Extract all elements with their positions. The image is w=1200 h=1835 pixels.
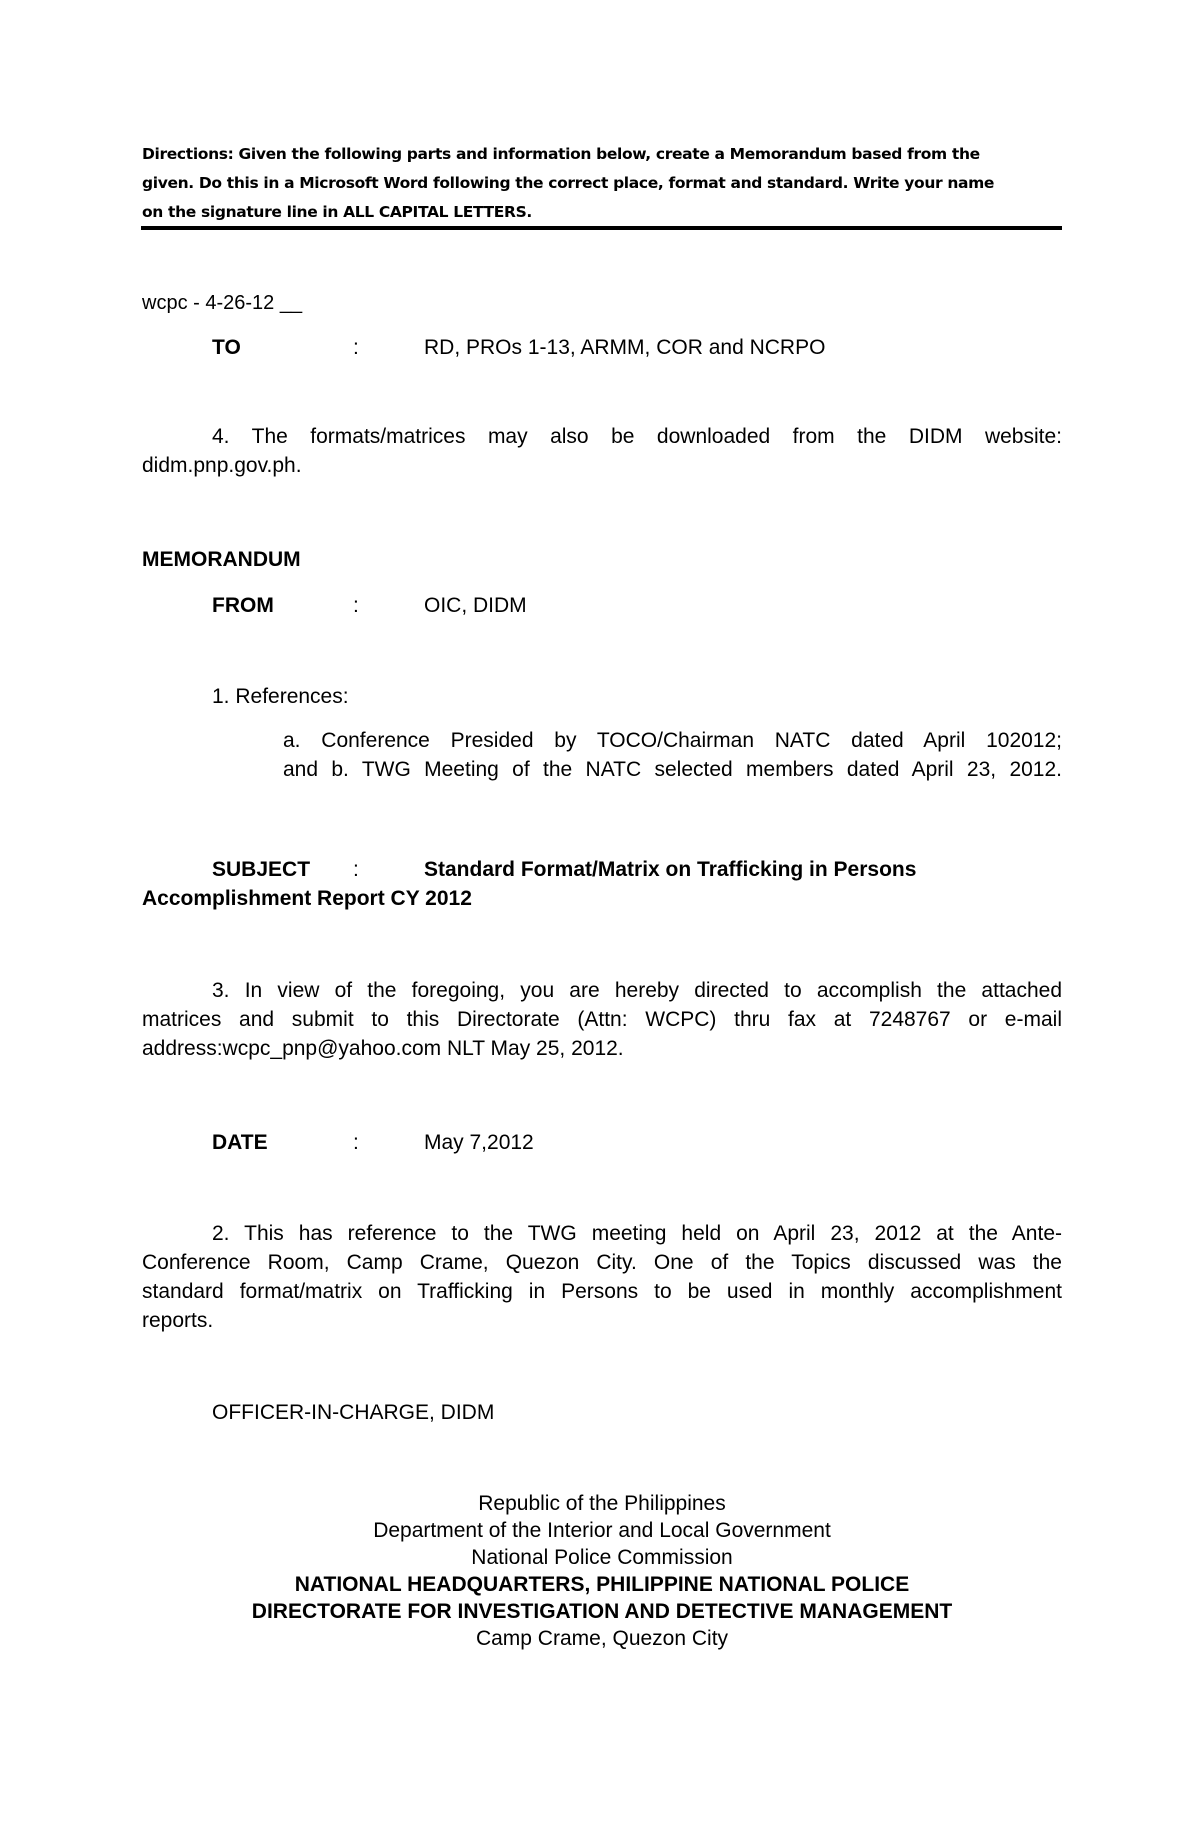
paragraph-3-line-1: 3. In view of the foregoing, you are hereby directed to accomplish the attached	[212, 979, 1062, 1002]
letterhead-department: Department of the Interior and Local Government	[373, 1519, 831, 1542]
to-value: RD, PROs 1-13, ARMM, COR and NCRPO	[424, 336, 826, 359]
date-label: DATE	[212, 1131, 268, 1154]
signatory: OFFICER-IN-CHARGE, DIDM	[212, 1401, 495, 1424]
memorandum-heading: MEMORANDUM	[142, 548, 301, 571]
paragraph-3	[142, 976, 1062, 1063]
letterhead-headquarters: NATIONAL HEADQUARTERS, PHILIPPINE NATIONAL POLICE	[294, 1573, 910, 1596]
directions-line-1: Directions: Given the following parts and information below, create a Memorandum based from the	[142, 145, 980, 163]
letterhead-directorate: DIRECTORATE FOR INVESTIGATION AND DETECTIVE MANAGEMENT	[251, 1600, 953, 1623]
letterhead-republic: Republic of the Philippines	[478, 1492, 726, 1515]
directions-block	[142, 140, 1062, 227]
subject-value-line-1: Standard Format/Matrix on Trafficking in Persons	[424, 858, 917, 881]
date-colon: :	[353, 1131, 359, 1154]
letterhead	[142, 1490, 1062, 1652]
to-colon: :	[353, 336, 359, 359]
paragraph-2	[142, 1219, 1062, 1335]
paragraph-1-references	[283, 726, 1062, 784]
paragraph-3-line-3: address:wcpc_pnp@yahoo.com NLT May 25, 2012.	[142, 1037, 624, 1060]
paragraph-3-line-2: matrices and submit to this Directorate (Attn: WCPC) thru fax at 7248767 or e-mail	[142, 1008, 1062, 1031]
from-label: FROM	[212, 594, 274, 617]
paragraph-2-line-4: reports.	[142, 1309, 214, 1332]
subject-colon: :	[353, 858, 359, 881]
paragraph-2-line-3: standard format/matrix on Trafficking in Persons to be used in monthly accomplishment	[142, 1280, 1062, 1303]
letterhead-location: Camp Crame, Quezon City	[475, 1627, 729, 1650]
from-colon: :	[353, 594, 359, 617]
paragraph-2-line-1: 2. This has reference to the TWG meeting held on April 23, 2012 at the Ante-	[212, 1222, 1062, 1245]
subject-label: SUBJECT	[212, 858, 311, 881]
subject-value-line-2: Accomplishment Report CY 2012	[142, 887, 472, 910]
directions-divider	[141, 226, 1062, 230]
directions-line-3: on the signature line in ALL CAPITAL LETTERS.	[142, 203, 532, 221]
paragraph-4-line-2: didm.pnp.gov.ph.	[142, 454, 302, 477]
paragraph-4	[142, 422, 1062, 480]
reference-code: wcpc - 4-26-12 __	[142, 292, 303, 314]
paragraph-1-line-3: and b. TWG Meeting of the NATC selected members dated April 23, 2012.	[283, 758, 1062, 781]
paragraph-4-line-1: 4. The formats/matrices may also be downloaded from the DIDM website:	[212, 425, 1062, 448]
paragraph-2-line-2: Conference Room, Camp Crame, Quezon City. One of the Topics discussed was the	[142, 1251, 1062, 1274]
date-value: May 7,2012	[424, 1131, 534, 1154]
letterhead-commission: National Police Commission	[471, 1546, 733, 1569]
from-value: OIC, DIDM	[424, 594, 527, 617]
paragraph-1-line-1: 1. References:	[212, 685, 349, 708]
to-label: TO	[212, 336, 241, 359]
directions-line-2: given. Do this in a Microsoft Word following the correct place, format and standard. Write your name	[142, 174, 995, 192]
paragraph-1-line-2: a. Conference Presided by TOCO/Chairman NATC dated April 102012;	[283, 729, 1062, 752]
